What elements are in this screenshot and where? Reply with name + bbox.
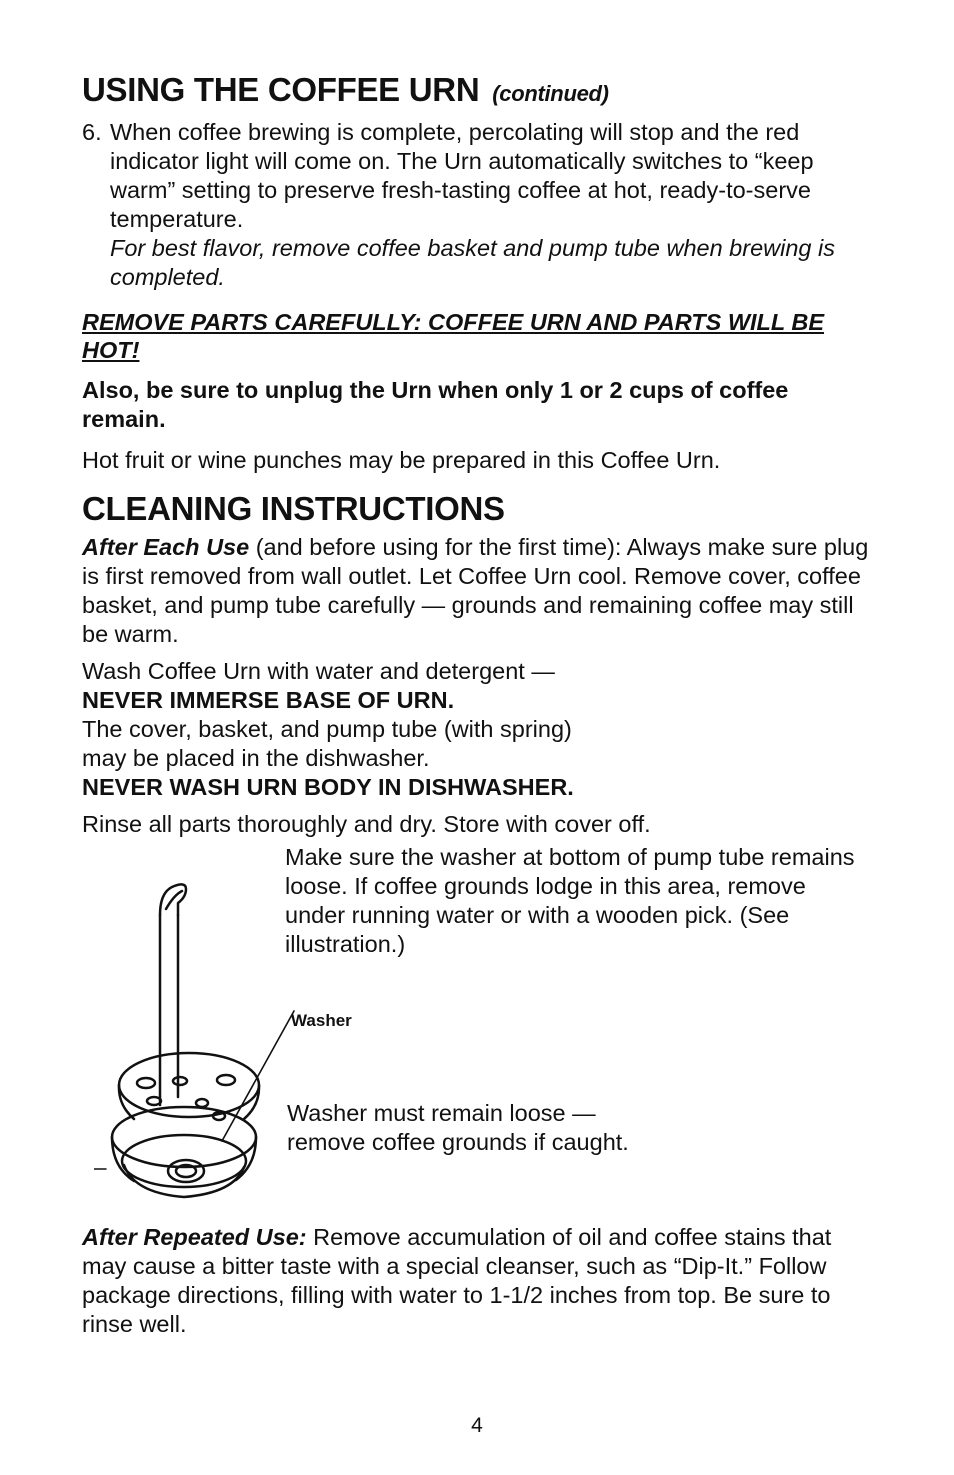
illustration-caption bbox=[287, 1099, 629, 1157]
step-6-text: When coffee brewing is complete, percolating will stop and the red indicator light will come on. The Urn automatically switches to “keep warm” setting to preserve fresh-tasting coffee at hot, ready-to-serve temperature. bbox=[110, 119, 814, 232]
continued-label: (continued) bbox=[492, 81, 609, 106]
punch-note: Hot fruit or wine punches may be prepared in this Coffee Urn. bbox=[82, 447, 721, 473]
step-6-tip: For best flavor, remove coffee basket and pump tube when brewing is completed. bbox=[110, 235, 835, 290]
washer-section bbox=[82, 843, 872, 1223]
cleaning-heading: CLEANING INSTRUCTIONS bbox=[82, 490, 505, 527]
caption-line-2: remove coffee grounds if caught. bbox=[287, 1129, 629, 1155]
after-each-use-paragraph bbox=[82, 533, 872, 649]
washer-label: Washer bbox=[291, 1011, 352, 1030]
never-immerse-warning: NEVER IMMERSE BASE OF URN. bbox=[82, 687, 455, 713]
unplug-note: Also, be sure to unplug the Urn when only 1 or 2 cups of coffee remain. bbox=[82, 377, 789, 432]
page-number: 4 bbox=[471, 1414, 483, 1437]
rinse-note: Rinse all parts thoroughly and dry. Store with cover off. bbox=[82, 811, 651, 837]
wash-line: Wash Coffee Urn with water and detergent — bbox=[82, 658, 555, 684]
wash-block bbox=[82, 657, 872, 802]
page-content bbox=[82, 70, 872, 1339]
section-title bbox=[82, 70, 872, 114]
step-number: 6. bbox=[82, 119, 102, 145]
after-repeated-use-paragraph bbox=[82, 1223, 872, 1339]
caption-line-1: Washer must remain loose — bbox=[287, 1100, 596, 1126]
hot-parts-warning: REMOVE PARTS CAREFULLY: COFFEE URN AND PARTS WILL BE HOT! bbox=[82, 309, 825, 363]
never-wash-warning: NEVER WASH URN BODY IN DISHWASHER. bbox=[82, 774, 574, 800]
dishwasher-line-1: The cover, basket, and pump tube (with spring) bbox=[82, 716, 572, 742]
after-each-use-lead: After Each Use bbox=[82, 534, 250, 560]
after-repeated-use-text: Remove accumulation of oil and coffee stains that may cause a bitter taste with a special cleanser, such as “Dip-It.” Follow package directions, filling with water to 1-1/2 inches from top. Be sure to rinse well. bbox=[82, 1224, 832, 1337]
dishwasher-line-2: may be placed in the dishwasher. bbox=[82, 745, 430, 771]
washer-instructions: Make sure the washer at bottom of pump tube remains loose. If coffee grounds lodge in this area, remove under running water or with a wooden pick. (See illustration.) bbox=[285, 844, 855, 957]
after-each-use-text: (and before using for the first time): Always make sure plug is first removed from wall outlet. Let Coffee Urn cool. Remove cover, coffee basket, and pump tube carefully — grounds and remaining coffee may still be warm. bbox=[82, 534, 869, 647]
step-6 bbox=[82, 118, 872, 292]
after-repeated-use-lead: After Repeated Use: bbox=[82, 1224, 307, 1250]
title-text: USING THE COFFEE URN bbox=[82, 71, 480, 108]
